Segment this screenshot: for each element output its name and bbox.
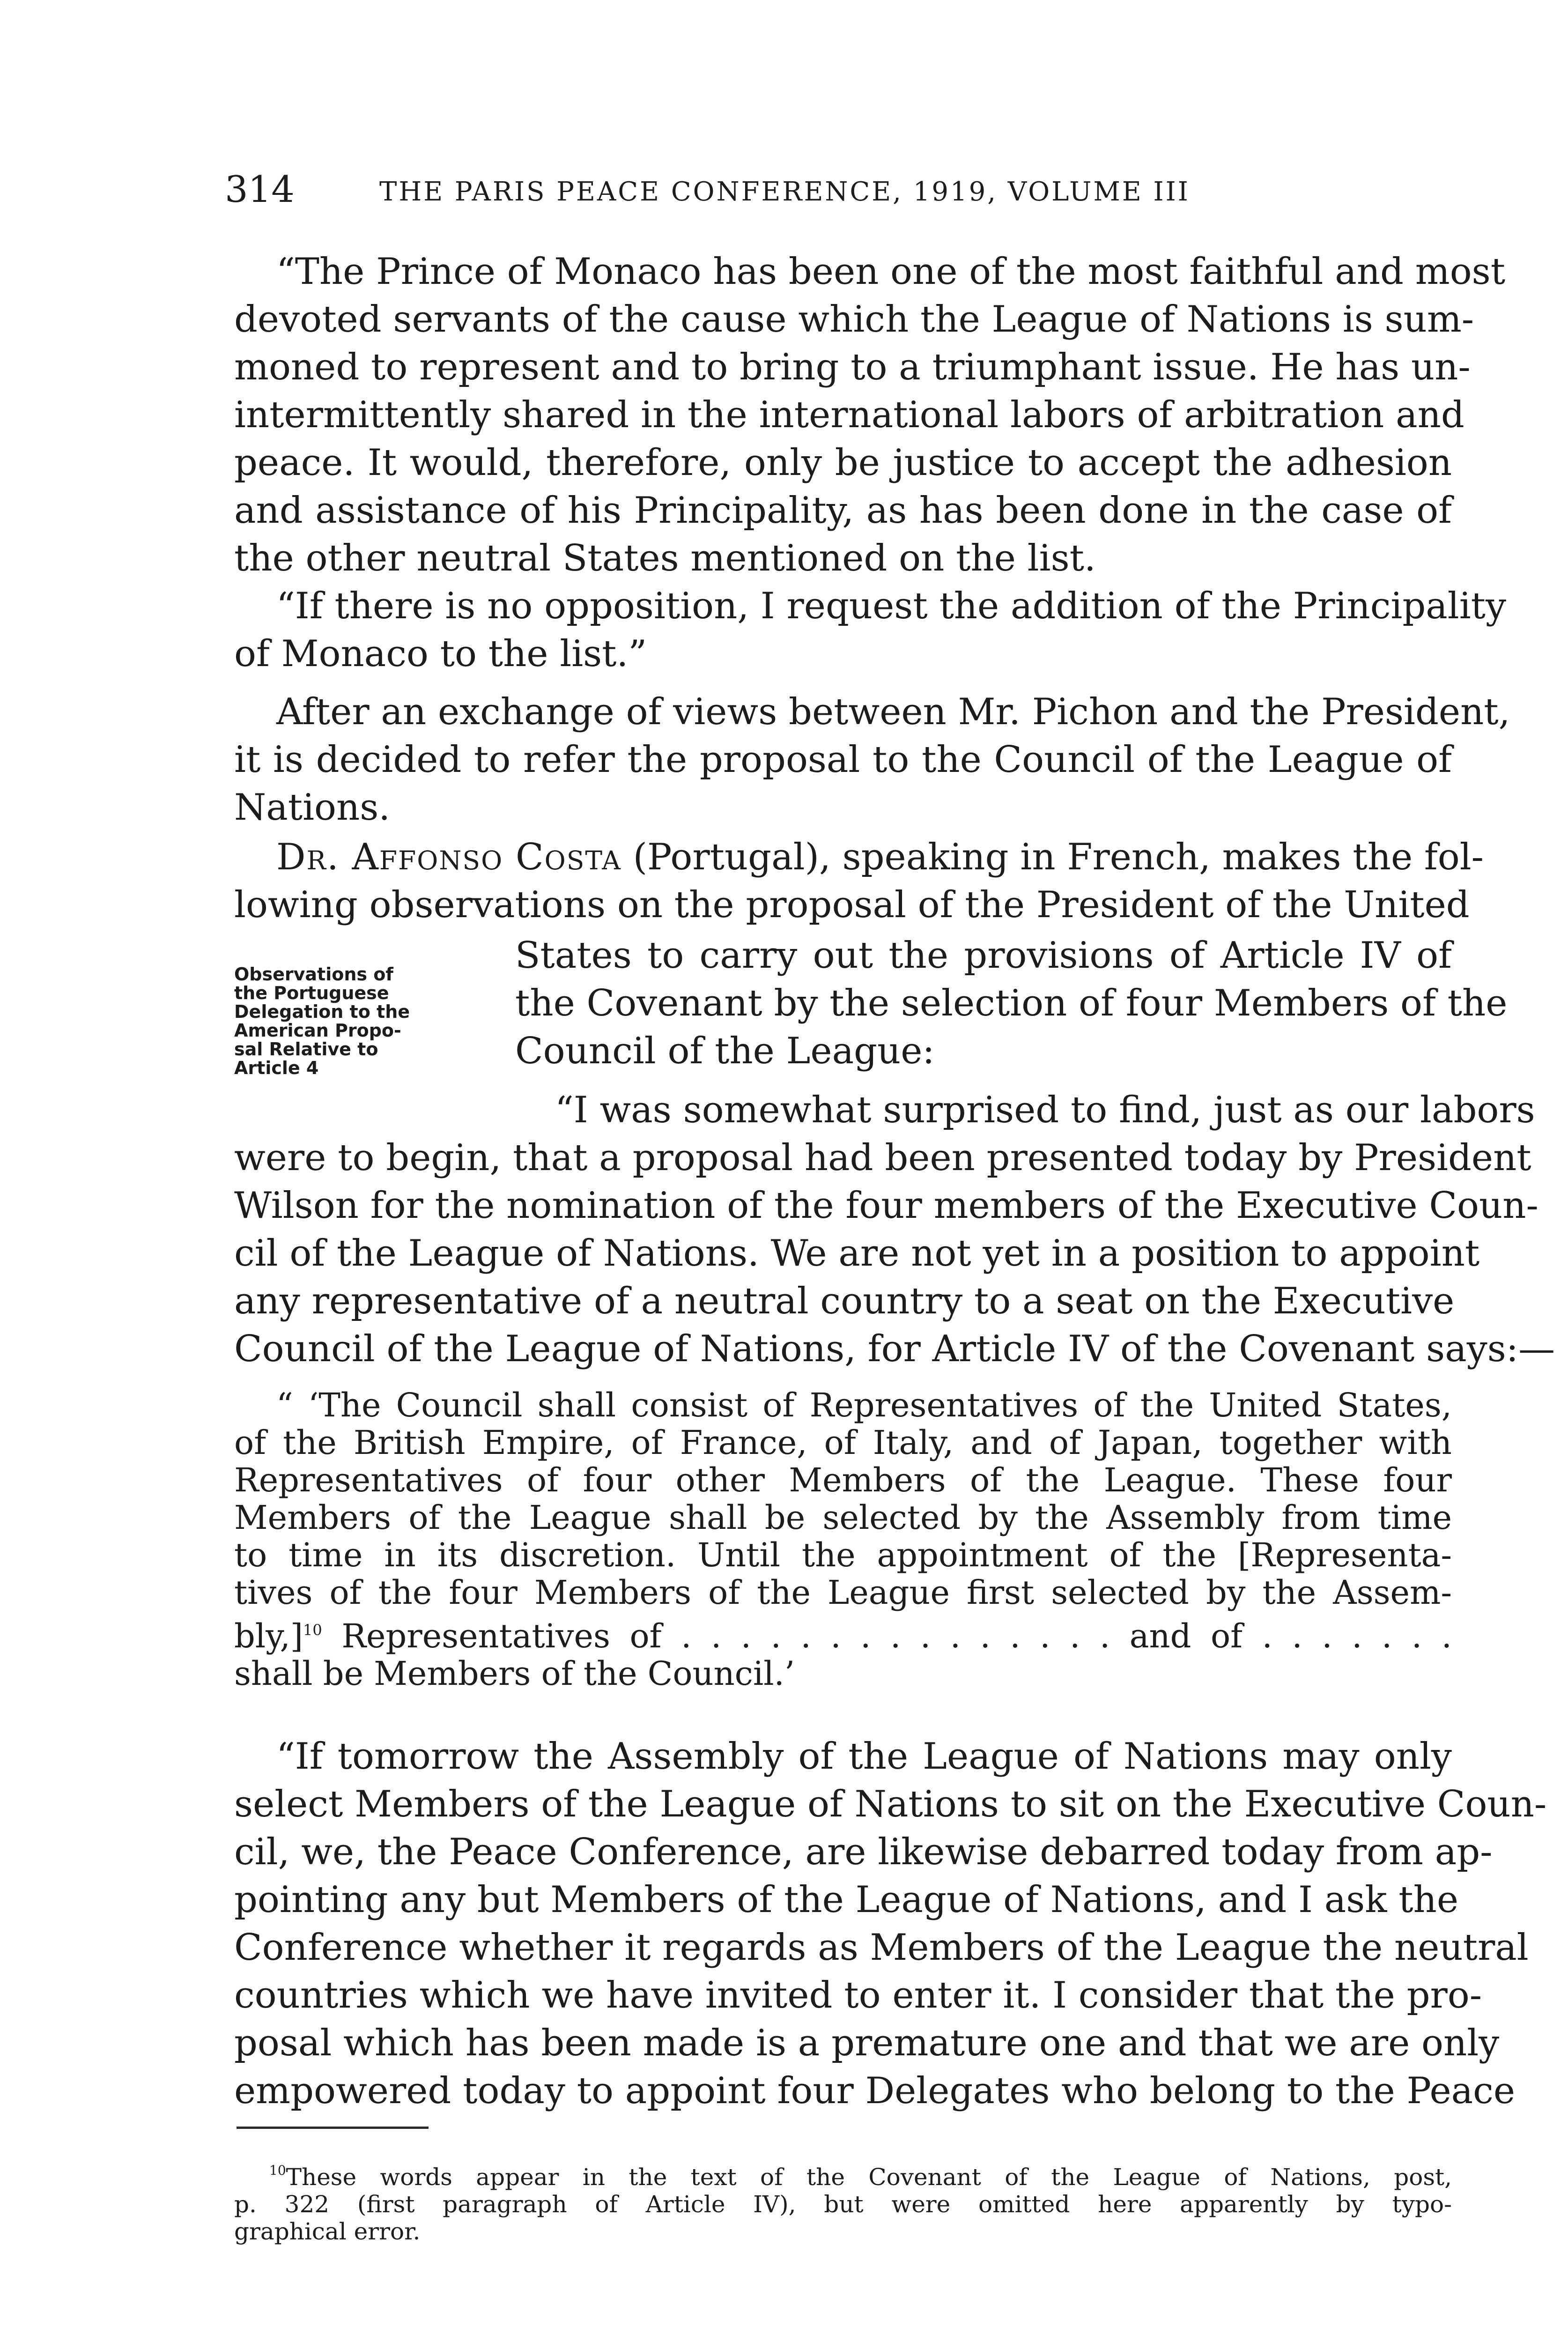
paragraph5-line-2: were to begin, that a proposal had been presented today by President [234, 1137, 1531, 1179]
running-head: THE PARIS PEACE CONFERENCE, 1919, VOLUME III [379, 177, 1190, 207]
paragraph6-line-7: posal which has been made is a premature one and that we are only [234, 2022, 1500, 2064]
footnote-reference: 10 [303, 1621, 322, 1639]
paragraph5-line-1: “I was somewhat surprised to find, just as our labors [555, 1089, 1535, 1131]
paragraph5-line-5: any representative of a neutral country to a seat on the Executive [234, 1280, 1455, 1322]
paragraph4-line-4: the Covenant by the selection of four Members of the [515, 982, 1508, 1024]
paragraph5-line-4: cil of the League of Nations. We are not yet in a position to appoint [234, 1232, 1480, 1275]
paragraph3-line-2: it is decided to refer the proposal to the Council of the League of [234, 739, 1452, 781]
paragraph4-line-2: lowing observations on the proposal of the President of the United [234, 884, 1470, 926]
paragraph2-line-2: of Monaco to the list.” [234, 633, 647, 675]
sidenote-line-4: American Propo- [234, 1020, 401, 1041]
paragraph6-line-8: empowered today to appoint four Delegates who belong to the Peace [234, 2070, 1515, 2112]
paragraph6-line-1: “If tomorrow the Assembly of the League of Nations may only [276, 1735, 1452, 1778]
quote-line-2: of the British Empire, of France, of Italy, and of Japan, together with [234, 1423, 1452, 1462]
footnote-line-1-text: These words appear in the text of the Covenant of the League of Nations, post, [286, 2164, 1452, 2191]
paragraph2-line-1: “If there is no opposition, I request the addition of the Principality [276, 585, 1507, 627]
paragraph1-line-2: devoted servants of the cause which the League of Nations is sum- [234, 298, 1474, 341]
quote-line-7 [234, 1611, 1452, 1655]
quote-line-6: tives of the four Members of the League first selected by the Assem- [234, 1573, 1452, 1612]
footnote-marker: 10 [269, 2163, 286, 2178]
paragraph4-line-1-rest: (Portugal), speaking in French, makes the fol- [621, 836, 1484, 878]
paragraph1-line-1: “The Prince of Monaco has been one of the most faithful and most [276, 251, 1506, 293]
paragraph1-line-4: intermittently shared in the international labors of arbitration and [234, 394, 1464, 436]
paragraph6-line-4: pointing any but Members of the League of Nations, and I ask the [234, 1879, 1459, 1921]
marginal-sidenote [234, 965, 496, 1077]
page-number: 314 [225, 169, 295, 211]
sidenote-line-3: Delegation to the [234, 1001, 410, 1022]
sidenote-line-6: Article 4 [234, 1058, 319, 1078]
paragraph1-line-6: and assistance of his Principality, as has been done in the case of [234, 489, 1452, 532]
footnote-divider [237, 2127, 429, 2129]
sidenote-line-5: sal Relative to [234, 1039, 378, 1060]
paragraph6-line-6: countries which we have invited to enter it. I consider that the pro- [234, 1974, 1482, 2016]
paragraph4-line-5: Council of the League: [515, 1030, 935, 1072]
footnote [234, 2157, 1452, 2245]
speaker-name: Dr. Affonso Costa [276, 836, 621, 878]
paragraph4-line-1 [276, 834, 1484, 881]
footnote-line-3: graphical error. [234, 2218, 421, 2245]
sidenote-line-1: Observations of [234, 964, 393, 985]
covenant-quote [234, 1386, 1452, 1692]
page-header [225, 166, 1339, 222]
sidenote-line-2: the Portuguese [234, 983, 389, 1003]
paragraph6-line-3: cil, we, the Peace Conference, are likewise debarred today from ap- [234, 1831, 1493, 1873]
footnote-line-1 [234, 2157, 1452, 2191]
paragraph5-line-3: Wilson for the nomination of the four members of the Executive Coun- [234, 1185, 1538, 1227]
paragraph3-line-3: Nations. [234, 786, 391, 829]
paragraph1-line-3: moned to represent and to bring to a triumphant issue. He has un- [234, 346, 1471, 388]
quote-line-4: Members of the League shall be selected by the Assembly from time [234, 1498, 1452, 1537]
paragraph6-line-2: select Members of the League of Nations to sit on the Executive Coun- [234, 1783, 1547, 1825]
quote-line-1: “ ‘The Council shall consist of Representatives of the United States, [276, 1386, 1452, 1424]
quote-line-5: to time in its discretion. Until the appointment of the [Representa- [234, 1536, 1452, 1574]
paragraph4-line-3: States to carry out the provisions of Article IV of [515, 934, 1452, 977]
footnote-line-2: p. 322 (first paragraph of Article IV), but were omitted here apparently by typo- [234, 2191, 1452, 2218]
paragraph6-line-5: Conference whether it regards as Members of the League the neutral [234, 1927, 1529, 1969]
quote-line-8: shall be Members of the Council.’ [234, 1654, 795, 1693]
paragraph1-line-5: peace. It would, therefore, only be justice to accept the adhesion [234, 442, 1452, 484]
quote-line-7-start: bly,] [234, 1617, 303, 1655]
paragraph1-line-7: the other neutral States mentioned on the list. [234, 537, 1096, 579]
quote-line-7-end: Representatives of . . . . . . . . . . . . . . . and of . . . . . . . [322, 1617, 1452, 1655]
paragraph5-line-6: Council of the League of Nations, for Article IV of the Covenant says:— [234, 1328, 1555, 1370]
quote-line-3: Representatives of four other Members of the League. These four [234, 1461, 1452, 1499]
paragraph3-line-1: After an exchange of views between Mr. Pichon and the President, [276, 691, 1510, 733]
